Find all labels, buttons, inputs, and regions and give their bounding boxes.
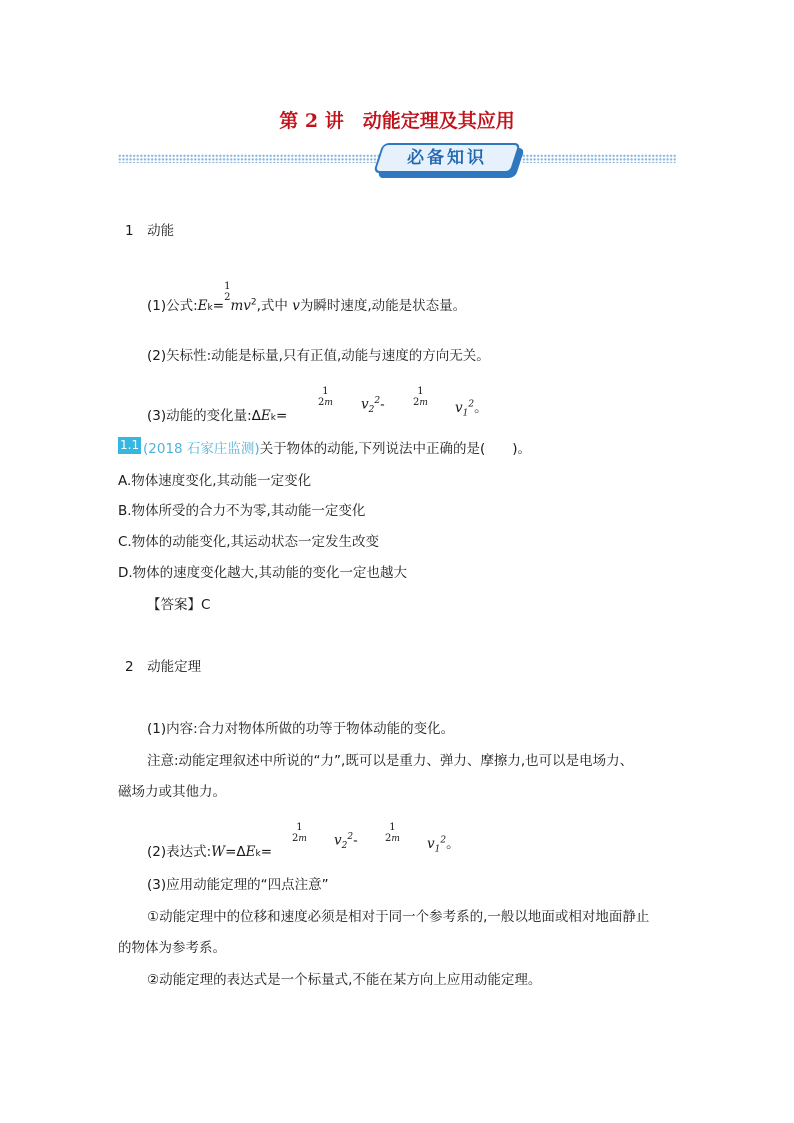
fraction-denominator: 2 bbox=[224, 292, 231, 303]
formula-prefix: (1)公式: bbox=[147, 298, 198, 314]
point-1-line-1: ①动能定理中的位移和速度必须是相对于同一个参考系的,一般以地面或相对地面静止 bbox=[147, 909, 650, 925]
fraction-denominator: 2 bbox=[413, 397, 420, 408]
vector-scalar-line: (2)矢标性:动能是标量,只有正值,动能与速度的方向无关。 bbox=[147, 348, 490, 364]
work-symbol: W bbox=[211, 844, 226, 860]
v1-squared bbox=[427, 832, 460, 855]
mv-expr: mv bbox=[230, 298, 251, 314]
period: 。 bbox=[446, 836, 460, 852]
half-fraction bbox=[224, 281, 230, 303]
ek-symbol: E bbox=[245, 844, 256, 860]
section-2-heading: 2 动能定理 bbox=[125, 659, 202, 675]
ek-symbol: E bbox=[197, 298, 208, 314]
squared: 2 bbox=[440, 835, 447, 846]
v-symbol: v bbox=[427, 836, 435, 852]
ek-subscript: k bbox=[207, 303, 213, 313]
mass-symbol: m bbox=[298, 834, 307, 844]
expression-label: (2)表达式: bbox=[147, 844, 212, 860]
formula-suffix: ,式中 bbox=[256, 298, 293, 314]
note-line-1: 注意:动能定理叙述中所说的“力”,既可以是重力、弹力、摩擦力,也可以是电场力、 bbox=[147, 753, 634, 769]
delta: =Δ bbox=[225, 844, 246, 860]
fraction-numerator: 1 bbox=[322, 386, 329, 397]
fraction-numerator: 1 bbox=[389, 822, 396, 833]
mass-symbol: m bbox=[419, 398, 428, 408]
section-1-heading: 1 动能 bbox=[125, 223, 175, 239]
minus: - bbox=[380, 396, 385, 413]
fraction-numerator: 1 bbox=[417, 386, 424, 397]
section-badge-label: 必备知识 bbox=[407, 148, 487, 168]
squared: 2 bbox=[374, 396, 381, 406]
formula-explanation: 为瞬时速度,动能是状态量。 bbox=[299, 298, 467, 314]
equals: = bbox=[212, 298, 225, 314]
equals: = bbox=[275, 408, 288, 424]
ek-subscript: k bbox=[255, 849, 261, 859]
point-1-line-2: 的物体为参考系。 bbox=[118, 940, 226, 956]
mass-symbol: m bbox=[391, 834, 400, 844]
question-tag: 1.1 bbox=[120, 438, 140, 452]
v1-squared bbox=[455, 396, 488, 419]
question-text: 关于物体的动能,下列说法中正确的是( )。 bbox=[259, 441, 532, 457]
option-b: B.物体所受的合力不为零,其动能一定变化 bbox=[118, 503, 366, 519]
v-symbol: v bbox=[361, 396, 369, 413]
fraction-denominator: 2 bbox=[318, 397, 325, 408]
four-points-heading: (3)应用动能定理的“四点注意” bbox=[147, 877, 329, 893]
option-c: C.物体的动能变化,其运动状态一定发生改变 bbox=[118, 534, 380, 550]
v2-squared bbox=[334, 832, 358, 851]
v2-squared bbox=[361, 396, 385, 415]
period: 。 bbox=[474, 400, 488, 416]
fraction-denominator: 2 bbox=[385, 833, 392, 844]
right-dotted-divider bbox=[522, 154, 676, 163]
answer: 【答案】C bbox=[147, 597, 211, 613]
squared: 2 bbox=[468, 399, 475, 410]
half-fraction bbox=[413, 386, 428, 409]
question-source: (2018 石家庄监测) bbox=[143, 441, 260, 457]
half-fraction bbox=[292, 822, 307, 845]
v-symbol: v bbox=[334, 832, 342, 849]
squared: 2 bbox=[347, 832, 354, 842]
formula-line bbox=[147, 281, 467, 314]
half-fraction bbox=[385, 822, 400, 845]
subscript: 2 bbox=[341, 841, 348, 852]
page-title: 第 2 讲 动能定理及其应用 bbox=[279, 110, 515, 132]
mass-symbol: m bbox=[324, 398, 333, 408]
v-symbol: v bbox=[292, 298, 300, 314]
left-dotted-divider bbox=[118, 154, 380, 163]
ek-subscript: k bbox=[270, 413, 276, 423]
minus: - bbox=[353, 832, 358, 849]
subscript: 1 bbox=[462, 408, 469, 419]
point-2: ②动能定理的表达式是一个标量式,不能在某方向上应用动能定理。 bbox=[147, 972, 542, 988]
note-line-2: 磁场力或其他力。 bbox=[118, 784, 226, 800]
change-prefix bbox=[147, 404, 287, 424]
squared: 2 bbox=[250, 297, 257, 308]
fraction-numerator: 1 bbox=[296, 822, 303, 833]
expression-prefix bbox=[147, 840, 272, 860]
v-symbol: v bbox=[455, 400, 463, 416]
fraction-denominator: 2 bbox=[292, 833, 299, 844]
subscript: 1 bbox=[434, 844, 441, 855]
option-a: A.物体速度变化,其动能一定变化 bbox=[118, 473, 312, 489]
ek-symbol: E bbox=[260, 408, 271, 424]
equals: = bbox=[260, 844, 272, 860]
fraction-numerator: 1 bbox=[224, 281, 231, 292]
subscript: 2 bbox=[368, 405, 375, 416]
half-fraction bbox=[318, 386, 333, 409]
question-stem bbox=[143, 437, 531, 457]
option-d: D.物体的速度变化越大,其动能的变化一定也越大 bbox=[118, 565, 407, 581]
change-label: (3)动能的变化量:Δ bbox=[147, 408, 261, 424]
theorem-content: (1)内容:合力对物体所做的功等于物体动能的变化。 bbox=[147, 721, 455, 737]
